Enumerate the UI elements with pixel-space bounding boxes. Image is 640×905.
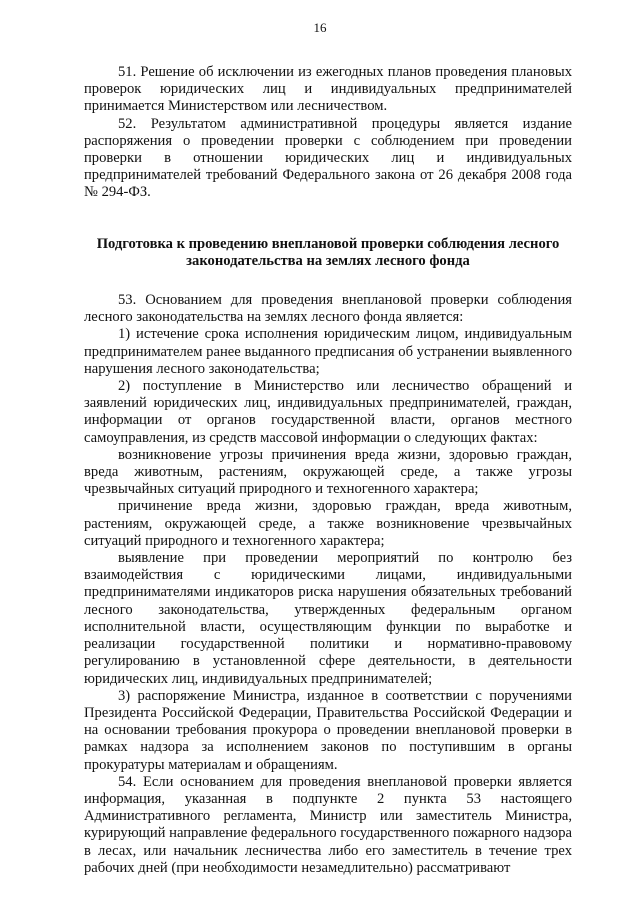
page-number: 16 — [313, 20, 327, 35]
paragraph-54: 54. Если основанием для проведения внеплановой проверки является информация, указанная в подпункте 2 пункта 53 настоящего Административного регламента, Министр или заместитель Министра, курирующий направление федерального государственного пожарного надзора в лесах, или начальник лесничества либо его заместитель в течение трех рабочих дней (при необходимости незамедлительно) рассматривают — [84, 773, 572, 876]
paragraph-51: 51. Решение об исключении из ежегодных планов проведения плановых проверок юридических лиц и индивидуальных предпринимателей принимается Министерством или лесничеством. — [84, 64, 572, 115]
paragraph-53: 53. Основанием для проведения внеплановой проверки соблюдения лесного законодательства на землях лесного фонда является: — [84, 292, 572, 326]
document-body — [84, 64, 572, 877]
spacer — [84, 270, 572, 292]
fact-threat: возникновение угрозы причинения вреда жизни, здоровью граждан, вреда животным, растениям, окружающей среде, а также угрозы чрезвычайных ситуаций природного и техногенного характера; — [84, 446, 572, 498]
section-heading: Подготовка к проведению внеплановой проверки соблюдения лесного законодательства на землях лесного фонда — [96, 235, 560, 269]
list-item-2: 2) поступление в Министерство или лесничество обращений и заявлений юридических лиц, индивидуальных предпринимателей, граждан, информации от органов государственной власти, органов местного самоуправления, из средств массовой информации о следующих фактах: — [84, 378, 572, 446]
fact-risk-indicators: выявление при проведении мероприятий по контролю без взаимодействия с юридическими лицами, индивидуальными предпринимателями индикаторов риска нарушения обязательных требований лесного законодательства, утвержденных федеральным органом исполнительной власти, осуществляющим функции по выработке и реализации государственной политики и нормативно-правовому регулированию в установленной сфере деятельности, в деятельности юридических лиц, индивидуальных предпринимателей; — [84, 550, 572, 687]
paragraph-52: 52. Результатом административной процедуры является издание распоряжения о проведении проверки с соблюдением при проведении проверки в отношении юридических лиц и индивидуальных предпринимателей требований Федерального закона от 26 декабря 2008 года № 294-ФЗ. — [84, 115, 572, 201]
list-item-1: 1) истечение срока исполнения юридическим лицом, индивидуальным предпринимателем ранее выданного предписания об устранении выявленного нарушения лесного законодательства; — [84, 326, 572, 377]
fact-harm: причинение вреда жизни, здоровью граждан, вреда животным, растениям, окружающей среде, а также возникновение чрезвычайных ситуаций природного и техногенного характера; — [84, 498, 572, 549]
spacer — [84, 202, 572, 236]
list-item-3: 3) распоряжение Министра, изданное в соответствии с поручениями Президента Российской Федерации, Правительства Российской Федерации и на основании требования прокурора о проведении внеплановой проверки в рамках надзора за исполнением законов по поступившим в органы прокуратуры материалам и обращениям. — [84, 687, 572, 773]
